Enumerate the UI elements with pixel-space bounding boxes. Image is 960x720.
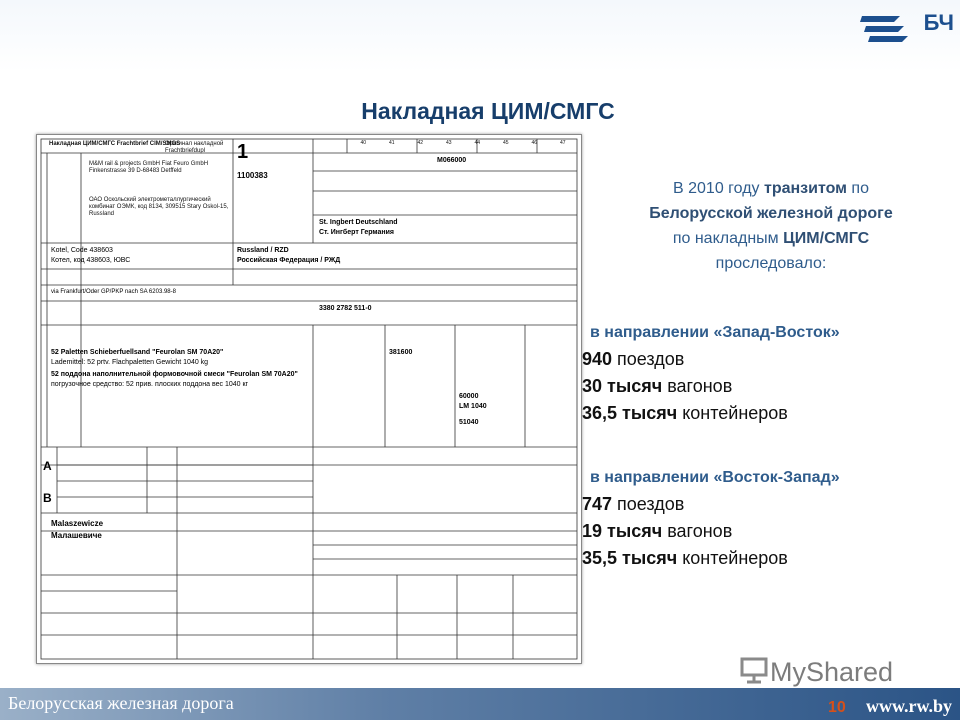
field-id: 43	[445, 140, 452, 146]
intro-text	[582, 176, 960, 276]
stat-label: вагонов	[662, 521, 733, 541]
stat-value: 747	[582, 494, 613, 514]
form-copy-label: Оригинал накладной Frachtbriefdupl	[165, 141, 224, 154]
logo-text: БЧ	[923, 10, 954, 35]
country-field: Russland / RZD	[237, 247, 289, 254]
sender-code: 1100383	[237, 171, 268, 180]
east-west-heading: в направлении «Восток-Запад»	[590, 469, 840, 486]
intro-part: по	[846, 180, 869, 197]
station-from: Kotel, Code 438603	[51, 247, 113, 254]
stat-label: контейнеров	[677, 548, 788, 568]
field-id: 40	[360, 140, 367, 146]
cargo-loading-ru: погрузочное средство: 52 прив. плоских поддона вес 1040 кг	[51, 381, 249, 388]
west-east-wagons	[582, 373, 960, 400]
intro-part: В 2010 году	[673, 180, 764, 197]
east-west-containers	[582, 545, 960, 572]
transit-stats-panel	[582, 176, 960, 572]
destination-code: M066000	[437, 157, 467, 164]
stat-value: 940	[582, 349, 613, 369]
presentation-icon	[740, 656, 768, 684]
website-link[interactable]: www.rw.by	[866, 696, 953, 716]
intro-part: проследовало:	[715, 255, 827, 272]
page-title: Накладная ЦИМ/СМГС	[361, 98, 615, 124]
header-band	[0, 0, 960, 72]
place-field: Malaszewicze	[51, 519, 104, 528]
footer-railway-name: Белорусская железная дорога	[8, 693, 234, 713]
cargo-description-de: 52 Paletten Schieberfuellsand "Feurolan SM 70A20"	[51, 349, 224, 356]
intro-highlight: ЦИМ/СМГС	[783, 230, 870, 247]
consignment-note-image	[36, 134, 582, 664]
stat-label: вагонов	[662, 376, 733, 396]
section-marker-a: A	[43, 459, 52, 473]
country-field-ru: Российская Федерация / РЖД	[237, 257, 341, 264]
wagon-number: 3380 2782 511-0	[319, 305, 372, 312]
weight-value: 381600	[389, 349, 413, 356]
intro-part: по накладным	[672, 230, 784, 247]
form-box-number: 1	[237, 141, 249, 163]
stat-value: 35,5 тысяч	[582, 548, 678, 568]
route-field: via Frankfurt/Oder GP/PKP nach SA 6203.98-8	[51, 289, 176, 295]
form-header: Накладная ЦИМ/СМГС Frachtbrief CIM/SMGS	[49, 141, 181, 147]
east-west-trains	[582, 491, 960, 518]
stat-value: 36,5 тысяч	[582, 403, 678, 423]
stat-value: 30 тысяч	[582, 376, 663, 396]
field-id: 44	[474, 140, 481, 146]
field-id: 45	[502, 140, 509, 146]
receiver-field: ОАО Оскольский электрометаллургический комбинат ОЭМК, код 8134, 309515 Stary Oskol-15, Russland	[89, 197, 229, 217]
border-station: St. Ingbert Deutschland	[319, 219, 398, 226]
section-marker-b: B	[43, 491, 52, 505]
stat-label: поездов	[612, 494, 685, 514]
page-number: 10	[828, 699, 846, 716]
watermark: MyShared	[770, 657, 894, 687]
stat-label: поездов	[612, 349, 685, 369]
west-east-heading: в направлении «Запад-Восток»	[590, 324, 840, 341]
border-station-ru: Ст. Ингберт Германия	[319, 229, 394, 236]
cargo-loading-de: Lademittel: 52 prtv. Flachpaletten Gewicht 1040 kg	[51, 359, 209, 366]
stat-value: 19 тысяч	[582, 521, 663, 541]
intro-highlight: транзитом	[763, 180, 847, 197]
station-to: Котел, код 438603, ЮВС	[51, 257, 131, 264]
place-field-ru: Малашевиче	[51, 531, 102, 540]
field-id: 47	[559, 140, 566, 146]
field-id: 42	[417, 140, 424, 146]
west-east-containers	[582, 400, 960, 427]
intro-highlight: Белорусской железной дороге	[649, 205, 893, 222]
weight-value: 60000	[459, 393, 479, 400]
cargo-description-ru: 52 поддона наполнительной формовочной смеси "Feurolan SM 70A20"	[51, 371, 298, 378]
east-west-wagons	[582, 518, 960, 545]
field-id: 46	[531, 140, 538, 146]
field-id-row	[349, 140, 577, 146]
west-east-trains	[582, 346, 960, 373]
footer-bar	[0, 688, 960, 720]
sender-field: M&M rail & projects GmbH Fiat Feuro GmbH Finkenstrasse 39 D-68483 Detffeld	[89, 161, 209, 174]
field-id: 41	[388, 140, 395, 146]
weight-value: LM 1040	[459, 403, 487, 410]
stat-label: контейнеров	[677, 403, 788, 423]
weight-value: 51040	[459, 419, 479, 426]
